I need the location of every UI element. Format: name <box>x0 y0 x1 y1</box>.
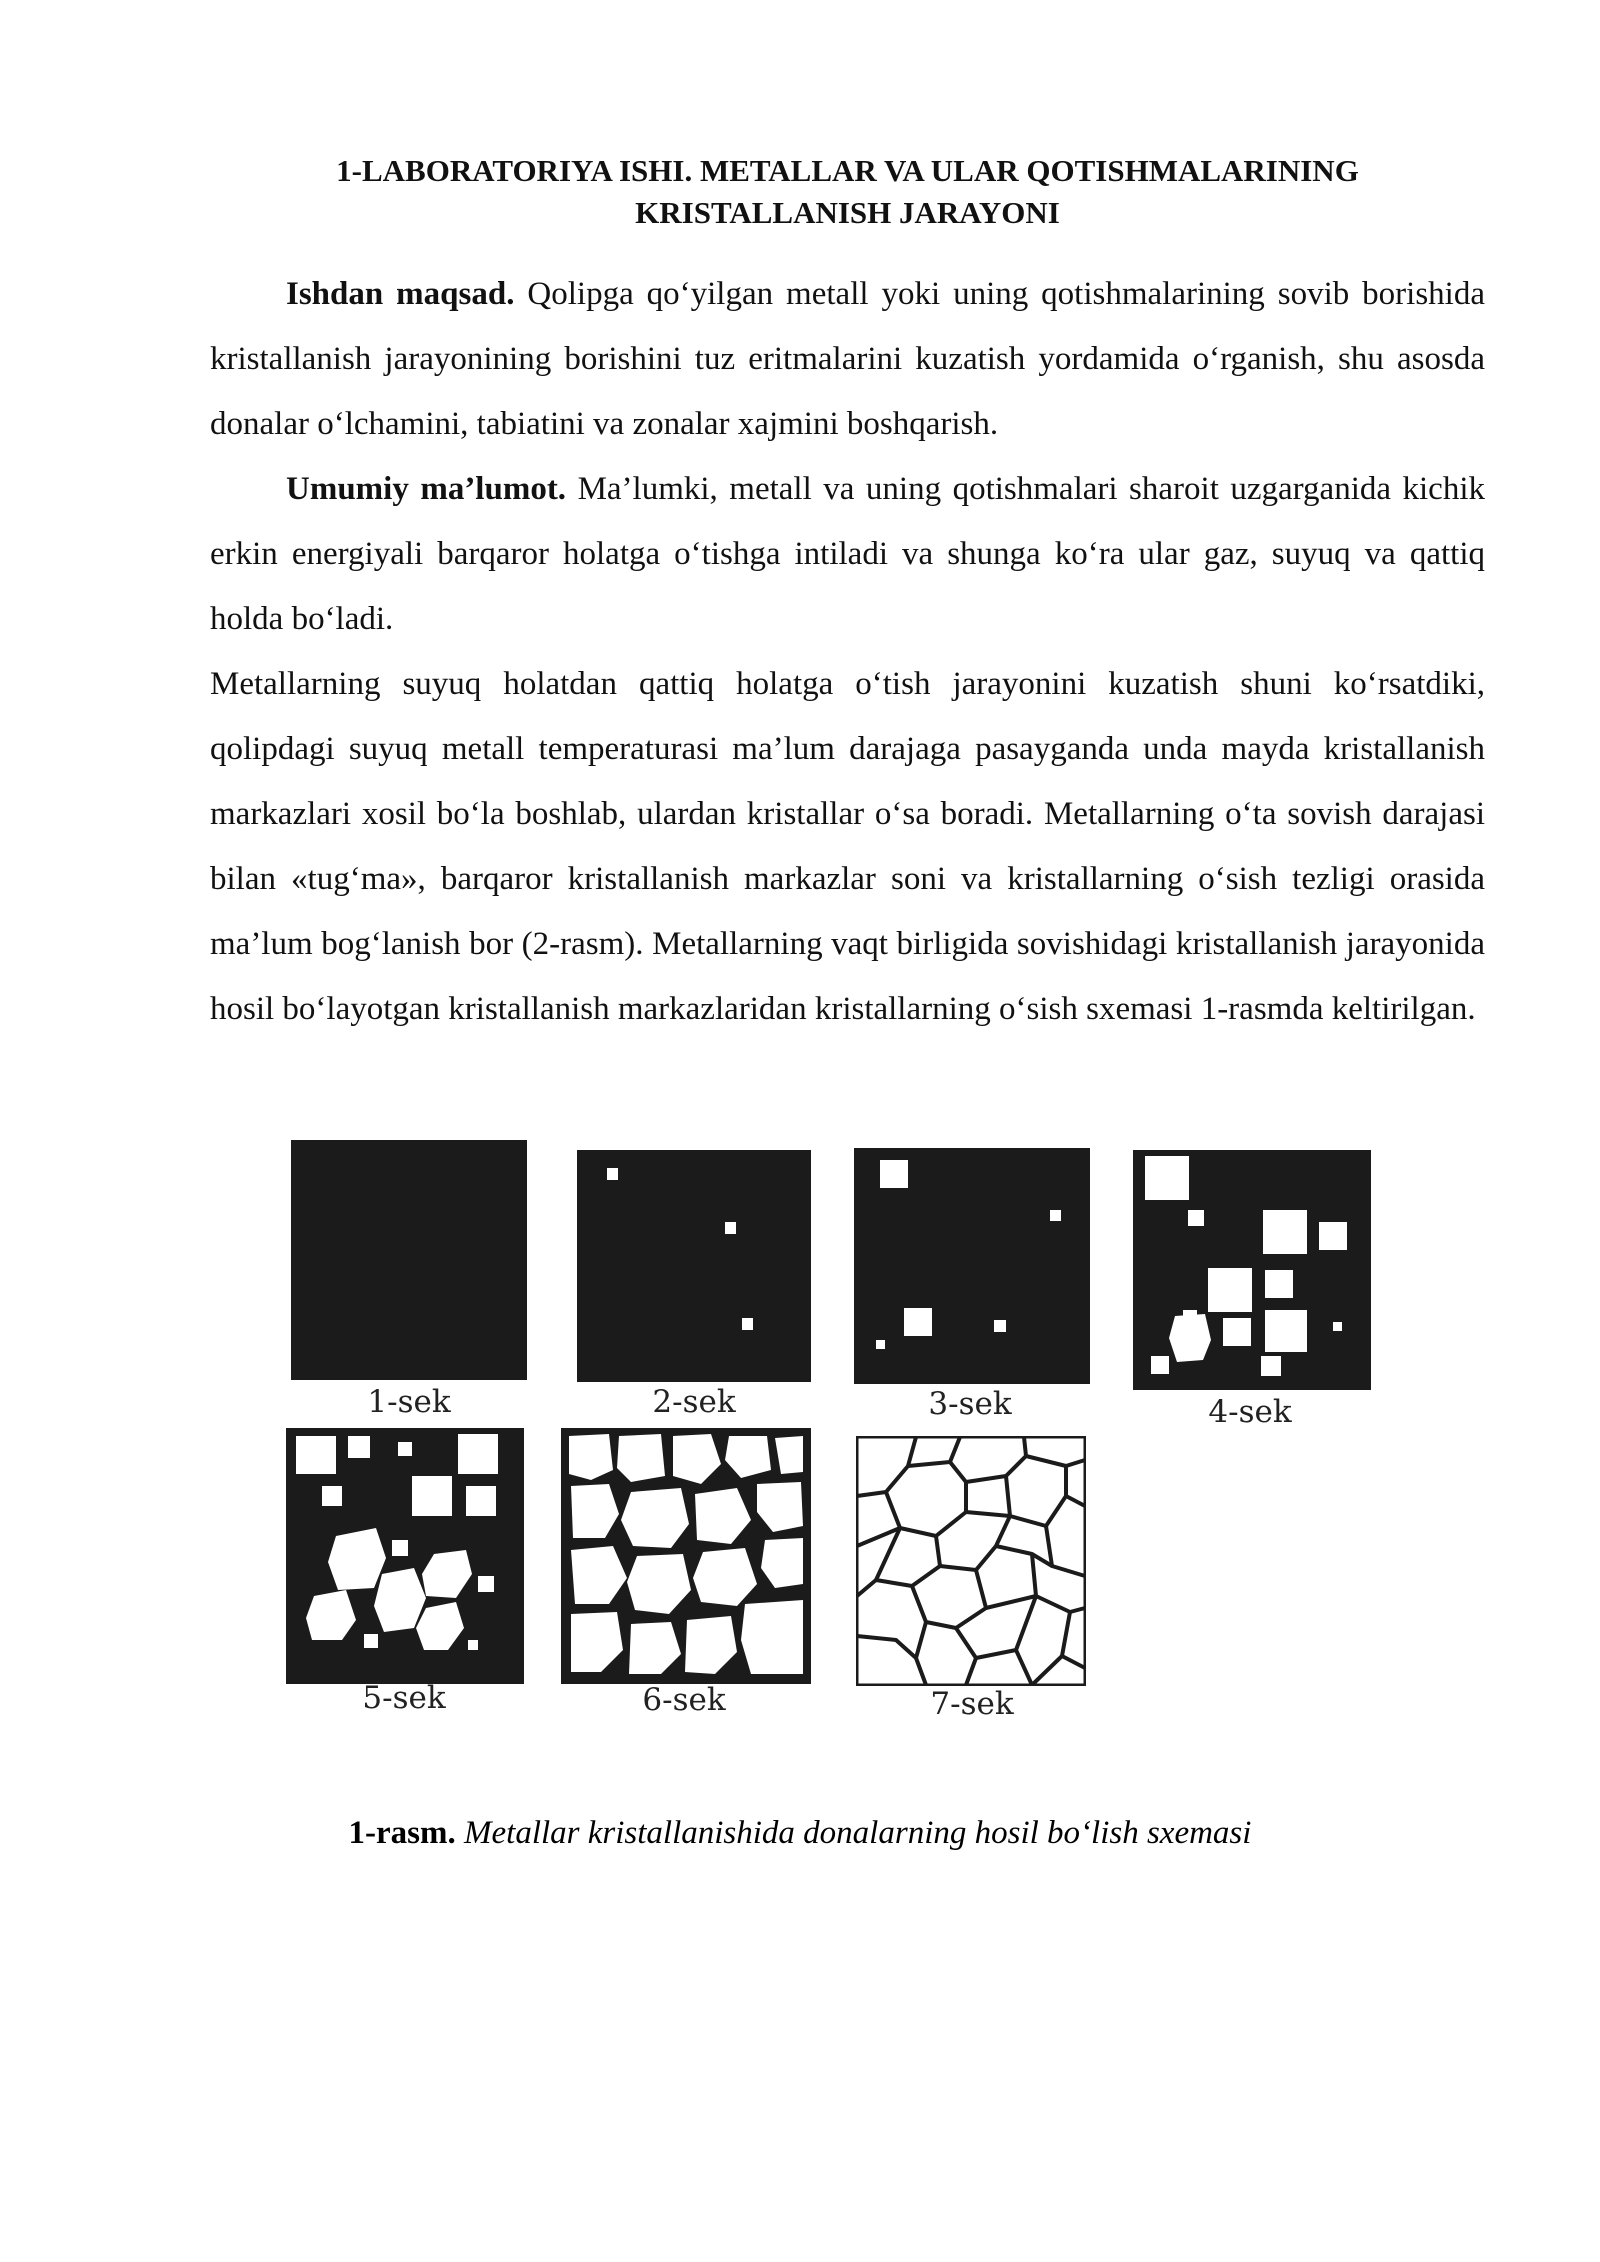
panel-6-image <box>561 1428 811 1684</box>
panel-label-5: 5-sek <box>362 1680 446 1716</box>
crystallization-text: Metallarning suyuq holatdan qattiq holatga o‘tish jarayonini kuzatish shuni ko‘rsatdiki, qolipdagi suyuq metall temperaturasi ma’lum darajaga pasayganda unda mayda kristallanish markazlari xosil bo‘la boshlab, ulardan kristallar o‘sa boradi. Metallarning o‘ta sovish darajasi bilan «tug‘ma», barqaror kristallanish markazlar soni va kristallarning o‘sish tezligi orasida ma’lum bog‘lanish bor (2-rasm). Metallarning vaqt birligida sovishidagi kristallanish jarayonida hosil bo‘layotgan kristallanish markazlaridan kristallarning o‘sish sxemasi 1-rasmda keltirilgan. <box>210 666 1485 1027</box>
figure-caption <box>0 1815 1600 1852</box>
panel-3-sek <box>854 1148 1094 1388</box>
panel-4-sek <box>1133 1150 1373 1390</box>
panel-7-sek <box>856 1436 1096 1676</box>
panel-label-1: 1-sek <box>367 1384 451 1420</box>
panel-2-image <box>577 1150 811 1382</box>
panel-1-sek <box>291 1140 531 1380</box>
panel-label-4: 4-sek <box>1208 1394 1292 1430</box>
page-title <box>210 150 1485 234</box>
panel-5-sek <box>286 1428 526 1668</box>
crystallization-figure <box>280 1140 1380 1740</box>
purpose-label: Ishdan maqsad. <box>286 276 515 312</box>
paragraph-crystallization <box>210 652 1485 1042</box>
panel-label-2: 2-sek <box>652 1384 736 1420</box>
panel-5-image <box>286 1428 524 1684</box>
panel-label-6: 6-sek <box>642 1682 726 1718</box>
panel-7-image <box>856 1436 1086 1686</box>
general-info-label: Umumiy ma’lumot. <box>286 471 567 507</box>
paragraph-purpose <box>210 262 1485 457</box>
document-page <box>210 150 1485 1042</box>
panel-label-7: 7-sek <box>930 1686 1014 1722</box>
panel-3-image <box>854 1148 1090 1384</box>
panel-2-sek <box>577 1150 817 1390</box>
caption-label: 1-rasm. <box>348 1815 456 1851</box>
purpose-text: Qolipga qo‘yilgan metall yoki uning qotishmalarining sovib borishida kristallanish jarayonining borishini tuz eritmalarini kuzatish yordamida o‘rganish, shu asosda donalar o‘lchamini, tabiatini va zonalar xajmini boshqarish. <box>210 276 1485 442</box>
panel-label-3: 3-sek <box>928 1386 1012 1422</box>
title-line-2: KRISTALLANISH JARAYONI <box>635 195 1060 230</box>
general-info-text: Ma’lumki, metall va uning qotishmalari sharoit uzgarganida kichik erkin energiyali barqaror holatga o‘tishga intiladi va shunga ko‘ra ular gaz, suyuq va qattiq holda bo‘ladi. <box>210 471 1485 637</box>
panel-1-image <box>291 1140 527 1380</box>
panel-4-image <box>1133 1150 1371 1390</box>
panel-6-sek <box>561 1428 801 1668</box>
title-line-1: 1-LABORATORIYA ISHI. METALLAR VA ULAR QOTISHMALARINING <box>336 153 1359 188</box>
caption-text: Metallar kristallanishida donalarning hosil bo‘lish sxemasi <box>455 1815 1252 1851</box>
paragraph-general-info <box>210 457 1485 652</box>
